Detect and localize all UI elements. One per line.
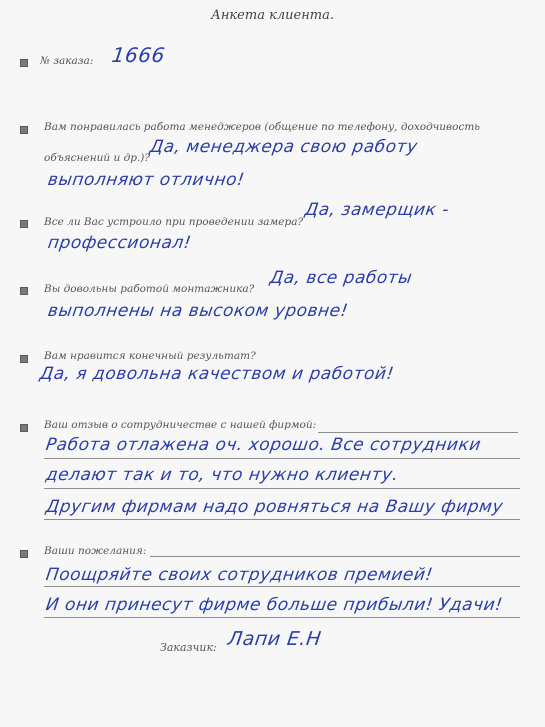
bullet-icon — [20, 355, 28, 363]
underline — [44, 617, 520, 618]
underline — [318, 432, 518, 433]
underline — [44, 488, 520, 489]
bullet-icon — [20, 126, 28, 134]
answer-result: Да, я довольна качеством и работой! — [38, 364, 396, 384]
customer-label: Заказчик: — [160, 641, 217, 654]
question-wishes: Ваши пожелания: — [44, 545, 147, 557]
answer-measurement-line2: профессионал! — [46, 233, 193, 253]
answer-wishes-line1: Поощряйте своих сотрудников премией! — [44, 565, 435, 585]
question-managers: Вам понравилась работа менеджеров (общение по телефону, доходчивость — [44, 121, 481, 133]
answer-feedback-line1: Работа отлажена оч. хорошо. Все сотрудники — [44, 435, 483, 455]
question-managers-continued: объяснений и др.)? — [44, 152, 151, 164]
answer-feedback-line3: Другим фирмам надо ровняться на Вашу фирму — [44, 497, 505, 517]
bullet-icon — [20, 220, 28, 228]
bullet-icon — [20, 287, 28, 295]
bullet-icon — [20, 59, 28, 67]
order-number-value: 1666 — [110, 43, 167, 67]
order-number-label: № заказа: — [40, 55, 94, 67]
customer-signature: Лапи Е.Н — [226, 628, 323, 650]
answer-measurement-line1: Да, замерщик - — [303, 200, 451, 220]
answer-feedback-line2: делают так и то, что нужно клиенту. — [44, 465, 400, 485]
bullet-icon — [20, 550, 28, 558]
answer-installer-line2: выполнены на высоком уровне! — [46, 301, 350, 321]
answer-wishes-line2: И они принесут фирме больше прибыли! Удачи! — [44, 595, 504, 615]
question-result: Вам нравится конечный результат? — [44, 350, 256, 362]
question-feedback: Ваш отзыв о сотрудничестве с нашей фирмой: — [44, 419, 317, 431]
question-installer: Вы довольны работой монтажника? — [44, 283, 255, 295]
underline — [150, 556, 520, 557]
bullet-icon — [20, 424, 28, 432]
answer-managers-line1: Да, менеджера свою работу — [148, 137, 419, 157]
underline — [44, 586, 520, 587]
form-title: Анкета клиента. — [211, 8, 334, 23]
underline — [44, 519, 520, 520]
question-measurement: Все ли Вас устроило при проведении замера? — [44, 216, 304, 228]
underline — [44, 458, 520, 459]
answer-installer-line1: Да, все работы — [268, 268, 414, 288]
answer-managers-line2: выполняют отлично! — [46, 170, 246, 190]
